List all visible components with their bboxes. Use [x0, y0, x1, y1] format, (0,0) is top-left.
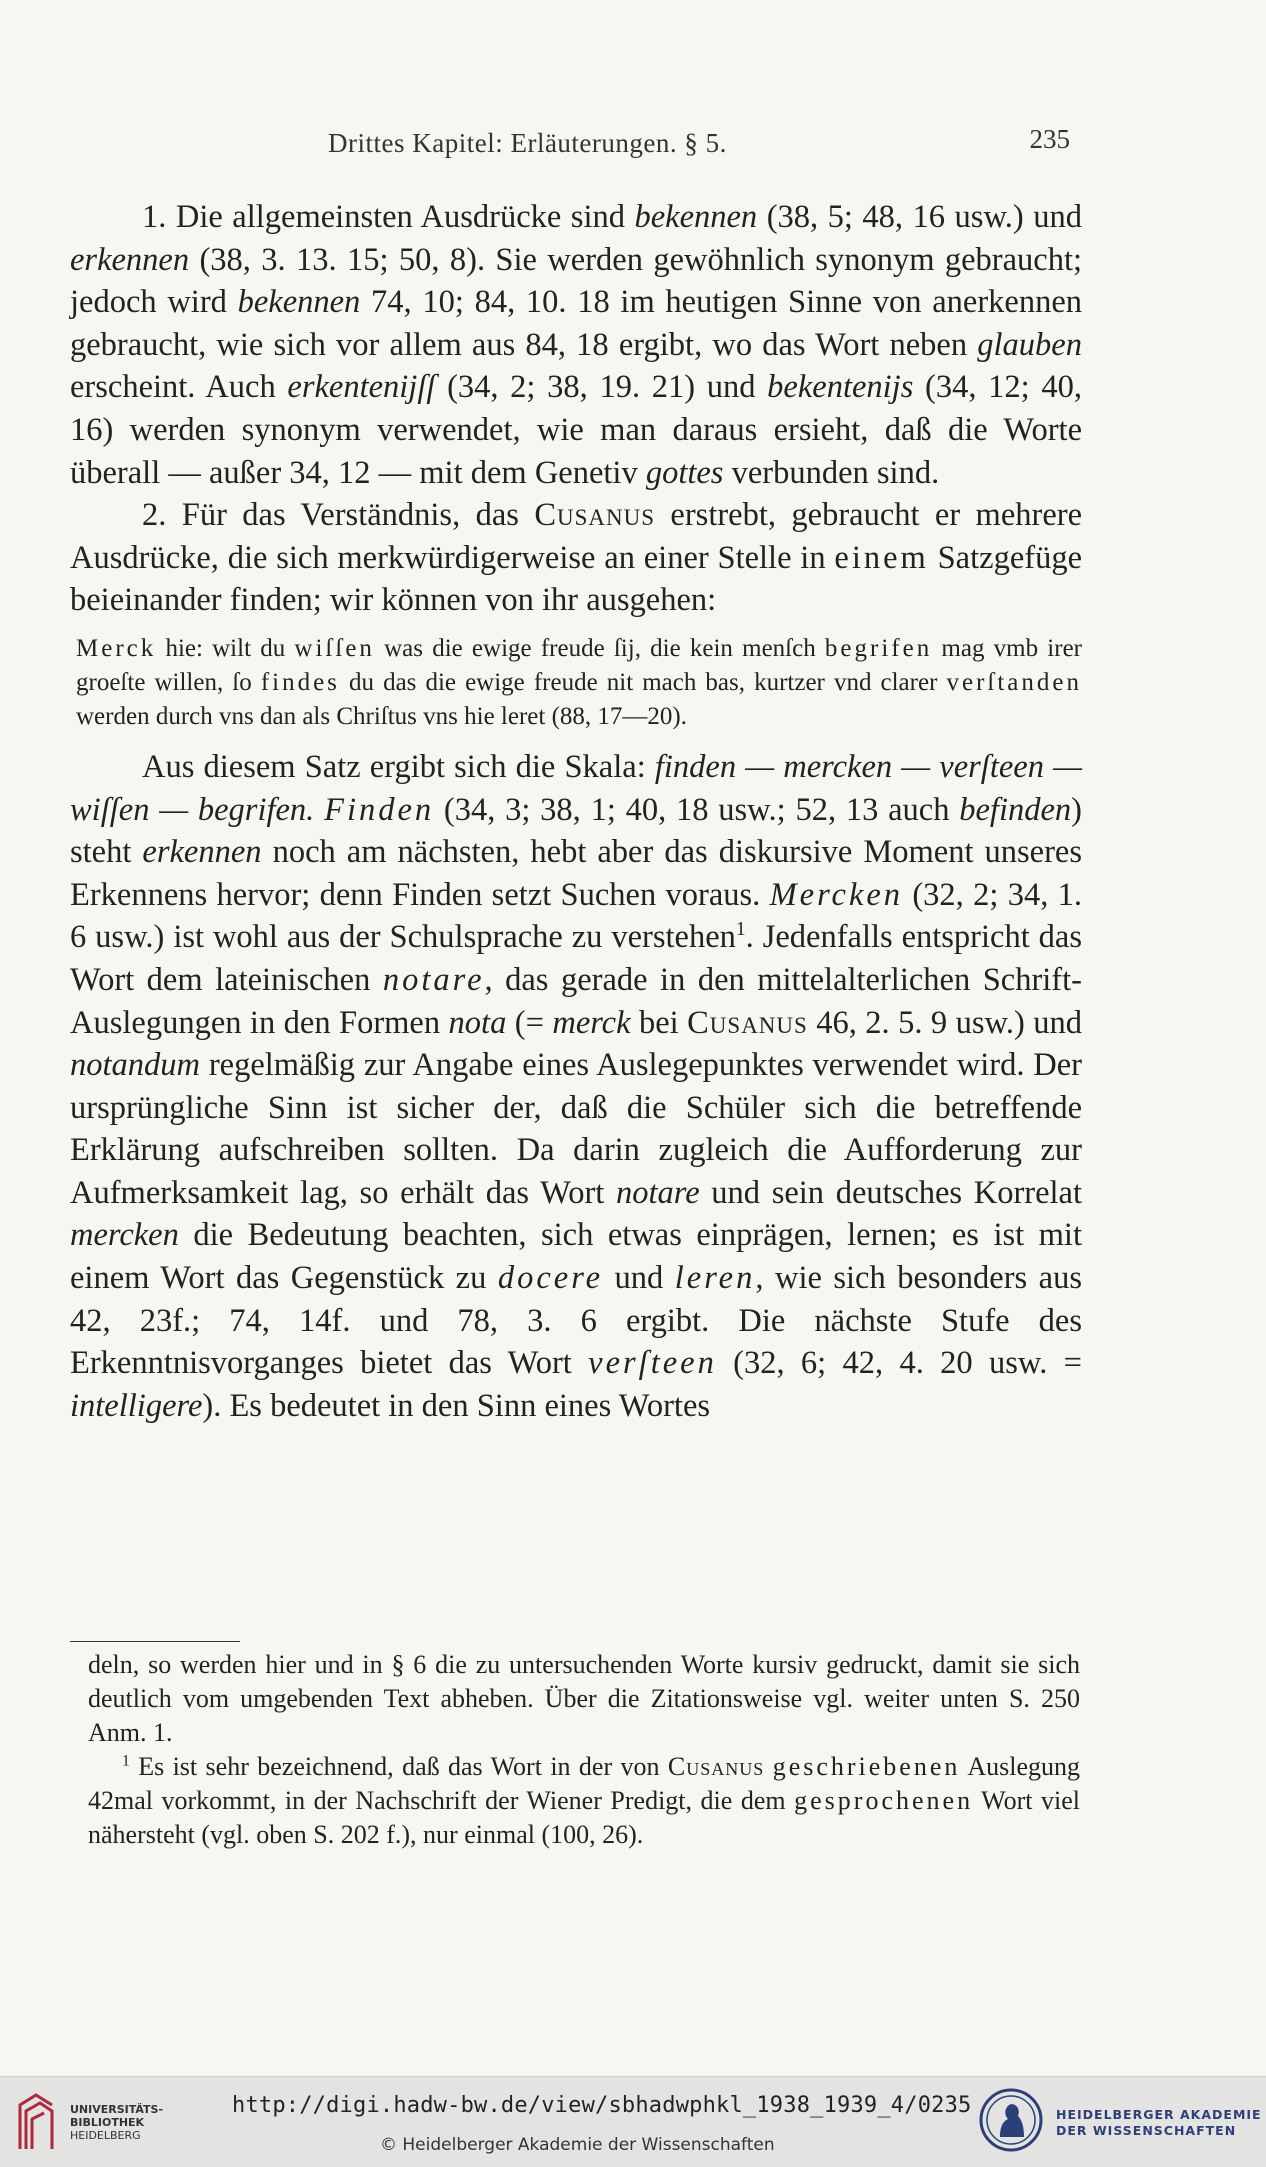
academy-name[interactable]	[1056, 2107, 1262, 2139]
term: befinden	[959, 791, 1072, 828]
term: intelligere	[70, 1387, 203, 1424]
text-run: und sein deutsches Korrelat	[699, 1174, 1082, 1211]
footnote-1	[88, 1750, 1080, 1852]
spaced-word: findes	[260, 668, 340, 696]
term: gottes	[645, 454, 724, 491]
running-header	[70, 124, 1070, 168]
term: nota	[448, 1004, 507, 1041]
text-run: (32, 6; 42, 4. 20 usw. =	[716, 1345, 1082, 1382]
text-run: Aus diesem Satz ergibt sich die Skala:	[142, 748, 655, 785]
term: glauben	[977, 326, 1082, 363]
text-run: (38, 5; 48, 16 usw.) und	[757, 199, 1082, 235]
footnote-number: 1	[122, 1752, 130, 1770]
text-run: Satzgefüge beieinander finden; wir können von ihr ausgehen:	[70, 539, 1082, 619]
academy-line-1: HEIDELBERGER AKADEMIE	[1056, 2107, 1262, 2122]
paragraph-2	[70, 494, 1082, 622]
footnotes	[88, 1648, 1080, 1852]
text-run: 74, 10; 84, 10. 18 im heutigen Sinne von anerkennen gebraucht, wie sich vor allem aus 84, 18 ergibt, wo das Wort neben	[70, 284, 1082, 363]
text-run: Es ist sehr bezeichnend, daß das Wort in der von	[129, 1752, 668, 1781]
author-name: Cusanus	[667, 1752, 765, 1781]
term: erkentenijſſ	[287, 369, 436, 406]
text-run: du das die ewige freude nit mach bas, kurtzer vnd clarer	[339, 668, 947, 696]
text-run: (=	[506, 1004, 553, 1041]
paragraph-3	[70, 746, 1082, 1428]
text-run: Wort viel nähersteht (vgl. oben S. 202 f.), nur einmal (100, 26).	[88, 1786, 1080, 1849]
text-run: mag vmb irer groeſte willen, ſo	[76, 634, 1082, 696]
term: notare	[615, 1174, 700, 1211]
text-run: werden durch vns dan als Chriſtus vns hie leret (88, 17—20).	[76, 702, 687, 730]
text-run: verbunden sind.	[723, 454, 940, 491]
university-library-logo-icon[interactable]	[14, 2091, 58, 2153]
term: merck	[552, 1004, 631, 1041]
term: bekentenijs	[767, 369, 914, 406]
author-name: Cusanus	[534, 497, 656, 534]
text-run: , wie sich besonders aus 42, 23f.; 74, 14f. und 78, 3. 6 ergibt. Die nächste Stufe des Erkenntnisvorganges bietet das Wort	[70, 1260, 1082, 1382]
term: erkennen	[142, 834, 262, 871]
permalink-url[interactable]: http://digi.hadw-bw.de/view/sbhadwphkl_1938_1939_4/0235	[232, 2093, 972, 2118]
term: verſteen	[588, 1345, 717, 1382]
term-scale: finden — mercken — verſteen — wiſſen — begrifen.	[70, 748, 1082, 828]
term: Finden	[324, 791, 435, 828]
viewer-footer	[0, 2076, 1266, 2167]
text-run: (34, 12; 40, 16) werden synonym verwendet, wie man daraus ersieht, daß die Worte überall — außer 34, 12 — mit dem Genetiv	[70, 369, 1082, 491]
ub-line-3: HEIDELBERG	[70, 2129, 141, 2142]
term: notandum	[70, 1047, 200, 1084]
spaced-word: wiſſen	[294, 634, 375, 662]
page-number: 235	[1029, 124, 1070, 154]
paragraph-1	[70, 196, 1082, 494]
text-run	[764, 1752, 772, 1781]
term: erkennen	[70, 241, 190, 278]
text-run: , das gerade in den mittelalterlichen Schrift-Auslegungen in den Formen	[70, 961, 1082, 1041]
block-quote	[76, 632, 1082, 734]
copyright-notice: © Heidelberger Akademie der Wissenschaften	[380, 2135, 775, 2155]
ub-line-2: BIBLIOTHEK	[70, 2116, 145, 2129]
text-run: bei	[630, 1004, 688, 1041]
footnote-marker: 1	[735, 919, 746, 941]
academy-line-2: DER WISSENSCHAFTEN	[1056, 2123, 1237, 2138]
spaced-word: geschriebenen	[772, 1752, 961, 1781]
text-run: 1. Die allgemeinsten Ausdrücke sind	[142, 199, 635, 235]
text-run: (34, 2; 38, 19. 21) und	[435, 369, 768, 406]
text-run: und	[603, 1260, 675, 1297]
spaced-word: gesprochenen	[794, 1786, 974, 1815]
text-run: (38, 3. 13. 15; 50, 8). Sie werden gewöhnlich synonym gebraucht; jedoch wird	[70, 241, 1082, 321]
academy-seal-icon[interactable]	[978, 2087, 1044, 2153]
chapter-title: Drittes Kapitel: Erläuterungen. § 5.	[328, 128, 727, 158]
footnote-rule	[70, 1641, 240, 1642]
text-run: erstrebt, gebraucht er mehrere Ausdrücke, die sich merkwürdigerweise an einer Stelle in	[70, 497, 1083, 576]
text-run: 2. Für das Verständnis, das	[142, 497, 535, 534]
text-run: hie: wilt du	[156, 634, 295, 662]
text-run: Auslegung 42mal vorkommt, in der Nachschrift der Wiener Predigt, die dem	[88, 1752, 1081, 1815]
main-text	[70, 196, 1082, 1427]
text-run: ). Es bedeutet in den Sinn eines Wortes	[202, 1387, 711, 1424]
footnote-continuation: deln, so werden hier und in § 6 die zu untersuchenden Worte kursiv gedruckt, damit sie sich deutlich vom umgebenden Text abheben. Über die Zitationsweise vgl. weiter unten S. 250 Anm. 1.	[88, 1650, 1080, 1747]
university-library-name[interactable]	[70, 2103, 163, 2142]
spaced-word: Merck	[76, 634, 157, 662]
term: docere	[497, 1260, 604, 1297]
text-run: erscheint. Auch	[70, 369, 288, 406]
spaced-word: begrifen	[824, 634, 933, 662]
text-run	[314, 792, 324, 828]
term: Mercken	[769, 876, 904, 913]
text-run: die Bedeutung beachten, sich etwas einprägen, lernen; es ist mit einem Wort das Gegenstück zu	[70, 1217, 1082, 1297]
text-run: was die ewige freude ſij, die kein menſch	[374, 634, 825, 662]
term: bekennen	[634, 199, 758, 235]
term: mercken	[70, 1217, 179, 1254]
term: leren	[674, 1260, 756, 1297]
text-run: (32, 2; 34, 1. 6 usw.) ist wohl aus der Schulsprache zu verstehen	[70, 876, 1082, 956]
spaced-word: einem	[834, 539, 929, 576]
text-run: (34, 3; 38, 1; 40, 18 usw.; 52, 13 auch	[434, 791, 960, 828]
ub-line-1: UNIVERSITÄTS-	[70, 2103, 164, 2116]
term: notare	[382, 961, 485, 998]
text-run: 46, 2. 5. 9 usw.) und	[807, 1004, 1082, 1041]
term: bekennen	[237, 284, 361, 321]
text-run: ) steht	[70, 791, 1082, 871]
text-run: regelmäßig zur Angabe eines Auslegepunktes verwendet wird. Der ursprüngliche Sinn ist sicher der, daß die Schüler sich die betreffende Erklärung aufschreiben sollten. Da darin zugleich die Aufforderung zur Aufmerksamkeit lag, so erhält das Wort	[70, 1047, 1082, 1211]
text-run: noch am nächsten, hebt aber das diskursive Moment unseres Erkennens hervor; denn Finden setzt Suchen voraus.	[70, 834, 1082, 913]
text-run: . Jedenfalls entspricht das Wort dem lateinischen	[70, 919, 1082, 998]
spaced-word: verſtanden	[946, 668, 1082, 696]
author-name: Cusanus	[687, 1004, 808, 1041]
